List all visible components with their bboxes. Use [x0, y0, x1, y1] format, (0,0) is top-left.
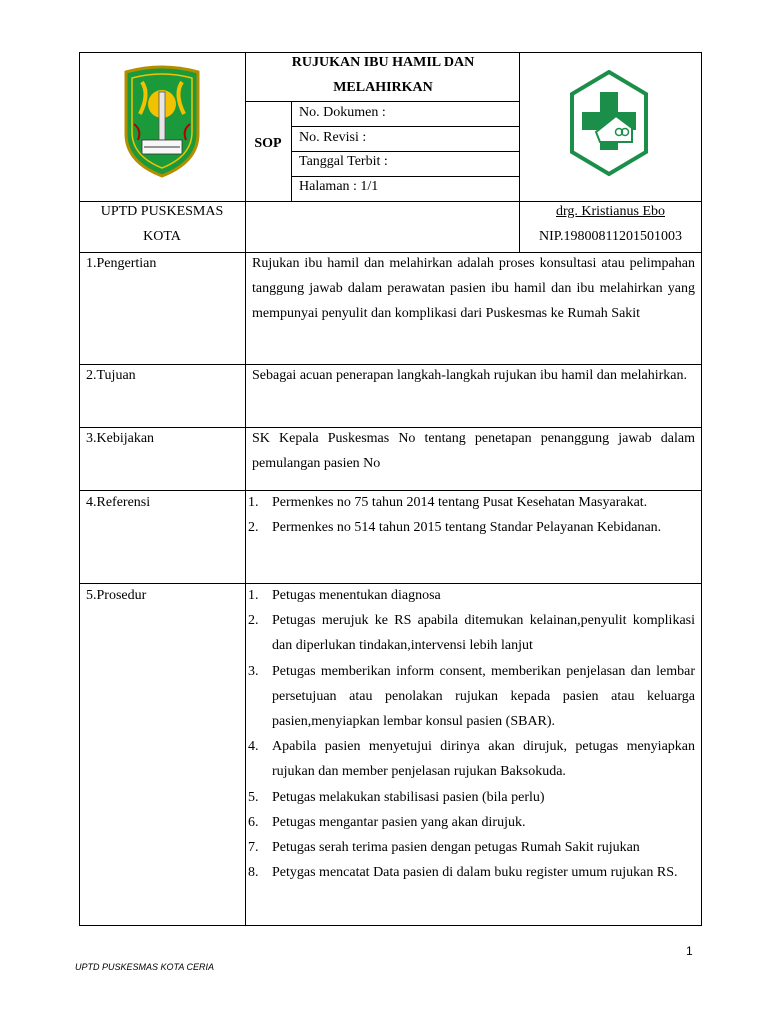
section-label-pengertian: 1.Pengertian [86, 256, 157, 271]
signer-block [519, 199, 702, 249]
section-label-prosedur: 5.Prosedur [86, 588, 147, 603]
section-label-referensi: 4.Referensi [86, 495, 151, 510]
list-item: 2. Permenkes no 514 tahun 2015 tentang Standar Pelayanan Kebidanan. [248, 520, 662, 536]
list-item: 1. Permenkes no 75 tahun 2014 tentang Pusat Kesehatan Masyarakat. [248, 495, 648, 510]
section-text-kebijakan: SK Kepala Puskesmas No tentang penetapan penanggung jawab dalam pemulangan pasien No [252, 431, 695, 472]
procedure-item-text: Apabila pasien menyetujui dirinya akan dirujuk, petugas menyiapkan rujukan dan member penjelasan rujukan Baksokuda. [272, 739, 695, 780]
org-line-2: KOTA [143, 229, 181, 244]
section-label-kebijakan: 3.Kebijakan [86, 431, 155, 446]
list-item: 2. Petugas merujuk ke RS apabila ditemukan kelainan,penyulit komplikasi dan diperlukan tindakan,intervensi lebih lanjut [248, 613, 695, 654]
procedure-item-text: Petugas memberikan inform consent, memberikan penjelasan dan lembar persetujuan atau penolakan rujukan kepada pasien atau keluarga pasien,menyiapkan lembar konsul pasien (SBAR). [272, 663, 695, 730]
column-divider-left [245, 52, 246, 926]
page-number: 1 [686, 944, 693, 958]
list-item: 4. Apabila pasien menyetujui dirinya akan dirujuk, petugas menyiapkan rujukan dan member penjelasan rujukan Baksokuda. [248, 739, 695, 780]
list-item: 3. Petugas memberikan inform consent, memberikan penjelasan dan lembar persetujuan atau penolakan rujukan kepada pasien atau keluarga pasien,menyiapkan lembar konsul pasien (SBAR). [248, 663, 695, 730]
signer-nip: NIP.19800811201501003 [539, 229, 682, 244]
title-line-2: MELAHIRKAN [333, 80, 433, 95]
procedure-list [248, 583, 695, 885]
regional-emblem-logo [122, 64, 202, 178]
list-item: 5. Petugas melakukan stabilisasi pasien (bila perlu) [248, 789, 545, 805]
page-row: Halaman : 1/1 [299, 179, 379, 194]
section-text-tujuan: Sebagai acuan penerapan langkah-langkah rujukan ibu hamil dan melahirkan. [252, 368, 687, 383]
reference-list [248, 490, 695, 540]
section-text-pengertian: Rujukan ibu hamil dan melahirkan adalah proses konsultasi atau pelimpahan tanggung jawab dalam perawatan pasien ibu hamil dan ibu melahirkan yang mempunyai penyulit dan komplikasi dari Puskesmas ke Rumah Sakit [252, 256, 695, 322]
list-item: 7. Petugas serah terima pasien dengan petugas Rumah Sakit rujukan [248, 840, 640, 856]
procedure-item-text: Petugas serah terima pasien dengan petugas Rumah Sakit rujukan [272, 840, 640, 856]
reference-item-text: Permenkes no 75 tahun 2014 tentang Pusat Kesehatan Masyarakat. [272, 495, 648, 510]
revision-row: No. Revisi : [299, 130, 367, 145]
title-line-1: RUJUKAN IBU HAMIL DAN [291, 55, 475, 70]
sop-label: SOP [254, 136, 282, 151]
procedure-item-text: Petugas merujuk ke RS apabila ditemukan kelainan,penyulit komplikasi dan diperlukan tindakan,intervensi lebih lanjut [272, 613, 695, 654]
procedure-item-text: Petugas mengantar pasien yang akan dirujuk. [272, 814, 526, 830]
document-title [246, 50, 520, 100]
footer-organization: UPTD PUSKESMAS KOTA CERIA [75, 962, 215, 972]
list-item: 8. Petygas mencatat Data pasien di dalam buku register umum rujukan RS. [248, 865, 678, 881]
signer-name: drg. Kristianus Ebo [555, 204, 665, 219]
section-label-tujuan: 2.Tujuan [86, 368, 136, 383]
reference-item-text: Permenkes no 514 tahun 2015 tentang Standar Pelayanan Kebidanan. [272, 520, 662, 536]
doc-number-row: No. Dokumen : [299, 105, 386, 120]
issue-date-row: Tanggal Terbit : [299, 154, 388, 169]
list-item: 6. Petugas mengantar pasien yang akan dirujuk. [248, 814, 526, 830]
puskesmas-logo [570, 70, 648, 176]
procedure-item-text: Petygas mencatat Data pasien di dalam buku register umum rujukan RS. [272, 865, 678, 881]
procedure-item-text: Petugas melakukan stabilisasi pasien (bila perlu) [272, 789, 545, 805]
procedure-item-text: Petugas menentukan diagnosa [272, 588, 441, 603]
organization-name [79, 199, 245, 249]
list-item: 1. Petugas menentukan diagnosa [248, 588, 441, 603]
org-line-1: UPTD PUSKESMAS [100, 204, 224, 219]
